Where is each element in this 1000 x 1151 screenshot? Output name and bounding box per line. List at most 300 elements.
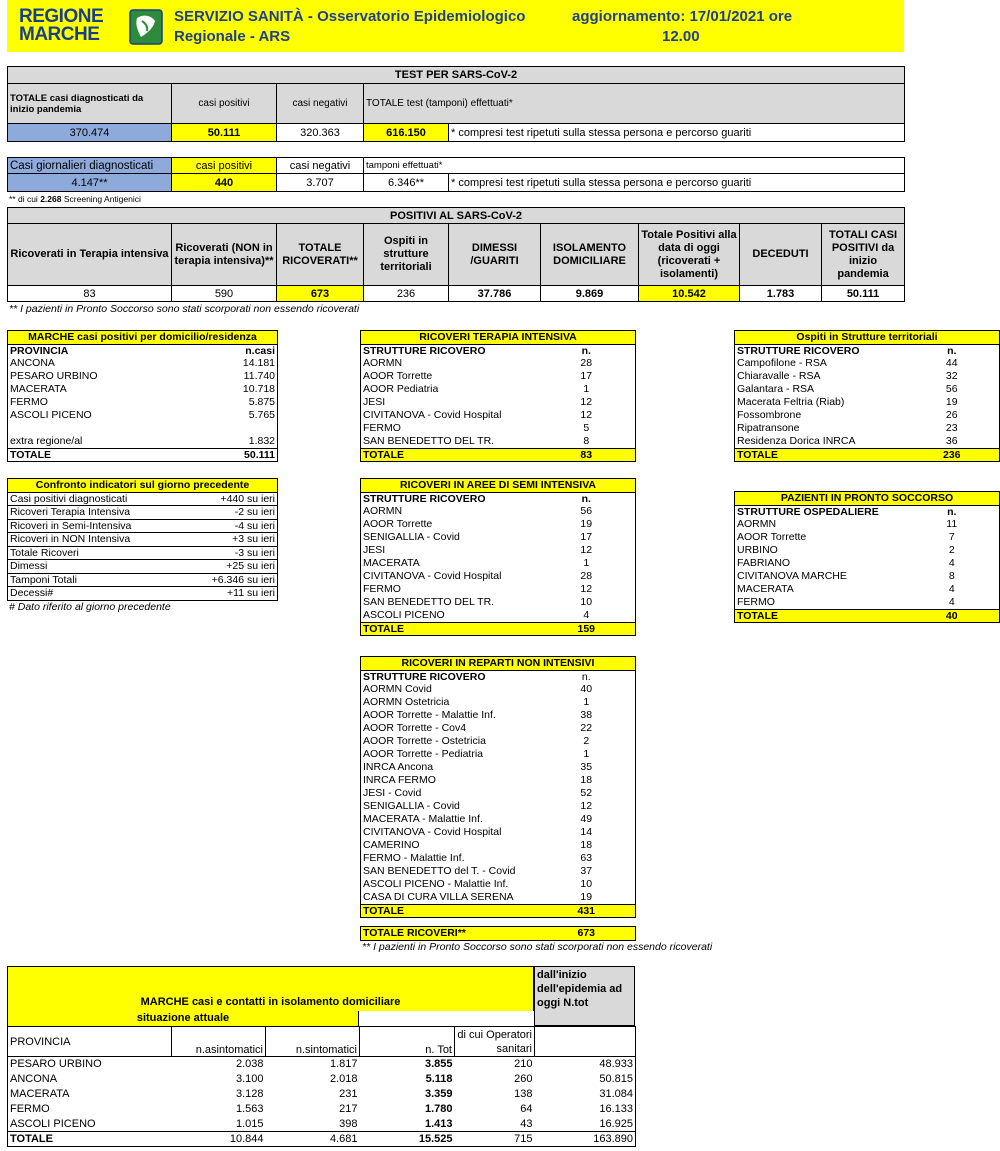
structure-count: 36 — [945, 435, 958, 447]
emergency-room-table — [734, 491, 1000, 623]
comparison-title: Confronto indicatori sul giorno precedente — [8, 479, 278, 493]
structure-count: 19 — [945, 396, 958, 409]
structure-count: 52 — [580, 787, 593, 800]
report-title-line2: Regionale - ARS — [174, 28, 291, 45]
table-row — [8, 1117, 636, 1132]
structure-count: 1 — [583, 748, 590, 761]
table-row — [361, 370, 636, 383]
province-name: PESARO URBINO — [10, 1058, 102, 1071]
positives-val-non-icu: 590 — [172, 286, 277, 302]
structure-count: 14 — [580, 826, 593, 839]
structure-count: 56 — [580, 505, 593, 518]
symptomatic-count: 2.018 — [329, 1073, 358, 1085]
structure-count: 8 — [948, 570, 955, 583]
province-cases: 10.718 — [242, 383, 276, 396]
report-header — [7, 0, 904, 52]
daily-col-positive: casi positivi — [172, 158, 277, 174]
table-row — [361, 891, 636, 904]
table-row — [361, 852, 636, 865]
table-row — [735, 570, 1000, 583]
total-hospitalized-table — [360, 926, 636, 941]
structure-name: FERMO — [363, 583, 401, 596]
structure-count: 10 — [580, 878, 593, 891]
update-line2: 12.00 — [662, 28, 700, 45]
table-row — [361, 865, 636, 878]
table-row — [361, 683, 636, 696]
positives-val-total-positives: 50.111 — [822, 286, 905, 302]
structure-name: Ripatransone — [737, 422, 800, 435]
nonintensive-title: RICOVERI IN REPARTI NON INTENSIVI — [361, 657, 636, 671]
structure-name: CAMERINO — [363, 839, 420, 852]
table-row — [8, 1087, 636, 1102]
isolation-col-tot: n. Tot — [360, 1027, 455, 1057]
update-line1: aggiornamento: 17/01/2021 ore — [572, 8, 793, 25]
table-row — [735, 357, 1000, 370]
table-row — [361, 383, 636, 396]
structure-count: 4 — [948, 596, 955, 608]
table-row — [361, 774, 636, 787]
positives-col-total-hosp: TOTALE RICOVERATI** — [277, 224, 364, 286]
structure-count: 4 — [583, 609, 590, 621]
isolation-title-line1: MARCHE casi e contatti in isolamento domiciliare — [140, 996, 401, 1008]
isolation-col-province: PROVINCIA — [8, 1027, 172, 1057]
table-row — [361, 422, 636, 435]
structure-name: AOOR Torrette — [363, 518, 433, 531]
er-col-n: n. — [947, 505, 957, 518]
positives-col-territorial: Ospiti in strutture territoriali — [364, 224, 449, 286]
table-row — [735, 518, 1000, 531]
table-row — [361, 696, 636, 709]
structure-name: JESI - Covid — [363, 787, 422, 800]
tests-col-total-cases: TOTALE casi diagnosticati da inizio pandemia — [8, 84, 172, 124]
table-row — [8, 383, 278, 396]
table-row — [8, 409, 278, 422]
residence-title: MARCHE casi positivi per domicilio/residenza — [8, 331, 278, 345]
daily-footnote-prefix: ** di cui — [9, 194, 38, 204]
residence-col-province: PROVINCIA — [10, 344, 69, 357]
isolation-total-sympt: 4.681 — [329, 1133, 358, 1145]
icu-table — [360, 330, 636, 462]
structure-name: Macerata Feltria (Riab) — [737, 396, 845, 409]
positives-col-current-positives: Totale Positivi alla data di oggi (ricoverati + isolamenti) — [639, 224, 740, 286]
semi-intensive-table — [360, 478, 636, 636]
table-row — [361, 396, 636, 409]
structure-name: SENIGALLIA - Covid — [363, 531, 460, 544]
positives-val-icu: 83 — [8, 286, 172, 302]
comparison-table — [7, 478, 278, 601]
residence-table — [7, 330, 278, 462]
table-row — [8, 519, 278, 533]
icu-col-structure: STRUTTURE RICOVERO — [363, 344, 486, 357]
structure-count: 19 — [580, 891, 593, 903]
asymptomatic-count: 3.128 — [235, 1088, 264, 1100]
table-row — [361, 800, 636, 813]
table-row — [361, 518, 636, 531]
structure-count: 1 — [583, 696, 590, 709]
territorial-total-value: 236 — [942, 448, 961, 461]
daily-val-daily: 4.147** — [8, 174, 172, 192]
update-timestamp — [572, 7, 832, 47]
table-row — [8, 587, 278, 601]
positives-col-non-icu: Ricoverati (NON in terapia intensiva)** — [172, 224, 277, 286]
structure-count: 17 — [580, 531, 593, 544]
table-row — [361, 557, 636, 570]
structure-name: CIVITANOVA MARCHE — [737, 570, 847, 583]
operators-count: 64 — [520, 1103, 533, 1115]
positives-col-deceased: DECEDUTI — [740, 224, 822, 286]
tests-val-total-tests: 616.150 — [364, 124, 449, 142]
structure-count: 37 — [580, 865, 593, 878]
daily-footnote-suffix: Screening Antigenici — [63, 194, 141, 204]
structure-count: 12 — [580, 409, 593, 422]
structure-name: INRCA Ancona — [363, 761, 434, 774]
cumulative-count: 16.133 — [599, 1103, 633, 1115]
structure-count: 28 — [580, 570, 593, 583]
symptomatic-count: 398 — [339, 1117, 358, 1130]
table-row — [361, 761, 636, 774]
structure-name: CIVITANOVA - Covid Hospital — [363, 826, 502, 839]
structure-count: 49 — [580, 813, 593, 826]
structure-name: AOOR Pediatria — [363, 383, 439, 396]
positives-table — [7, 207, 905, 302]
table-row — [361, 826, 636, 839]
structure-name: Fossombrone — [737, 409, 802, 422]
total-ricoveri-note: ** I pazienti in Pronto Soccorso sono stati scorporati non essendo ricoverati — [362, 941, 713, 953]
structure-count: 28 — [580, 357, 593, 370]
table-row — [8, 370, 278, 383]
structure-count: 56 — [945, 383, 958, 396]
tests-section-title: TEST PER SARS-CoV-2 — [8, 67, 905, 84]
icu-total-value: 83 — [580, 448, 593, 461]
indicator-name: Ricoveri Terapia Intensiva — [10, 506, 131, 518]
table-row — [361, 839, 636, 852]
structure-count: 4 — [948, 583, 955, 596]
structure-count: 8 — [583, 435, 590, 447]
er-total-label: TOTALE — [737, 609, 779, 622]
table-row — [361, 583, 636, 596]
table-row — [735, 583, 1000, 596]
table-row — [361, 505, 636, 518]
structure-count: 4 — [948, 557, 955, 570]
nonintensive-col-n: n. — [581, 670, 591, 683]
semi-title: RICOVERI IN AREE DI SEMI INTENSIVA — [361, 479, 636, 493]
isolation-total-oper: 715 — [514, 1133, 533, 1145]
indicator-name: Casi positivi diagnosticati — [10, 492, 128, 505]
logo-text: REGIONE MARCHE — [19, 6, 104, 45]
province-name: ANCONA — [10, 357, 55, 370]
structure-count: 17 — [580, 370, 593, 383]
indicator-delta: +11 su ieri — [227, 587, 276, 599]
structure-name: AOOR Torrette - Ostetricia — [363, 735, 486, 748]
structure-name: AOOR Torrette - Cov4 — [363, 722, 467, 735]
structure-count: 11 — [946, 518, 958, 531]
isolation-col-sympt: n.sintomatici — [266, 1027, 360, 1057]
cumulative-count: 31.084 — [599, 1088, 633, 1100]
positives-val-total-hosp: 673 — [277, 286, 364, 302]
structure-name: Residenza Dorica INRCA — [737, 435, 856, 447]
positives-val-deceased: 1.783 — [740, 286, 822, 302]
structure-name: FERMO - Malattie Inf. — [363, 852, 465, 865]
isolation-total-total: 163.890 — [593, 1133, 633, 1145]
structure-count: 12 — [580, 544, 593, 557]
positives-val-current-positives: 10.542 — [639, 286, 740, 302]
daily-val-negative: 3.707 — [277, 174, 364, 192]
tests-col-negative: casi negativi — [277, 84, 364, 124]
structure-count: 12 — [580, 800, 593, 813]
structure-name: AORMN — [737, 518, 777, 531]
structure-name: AORMN — [363, 505, 403, 518]
nonintensive-col-structure: STRUTTURE RICOVERO — [363, 670, 486, 683]
residence-total-label: TOTALE — [10, 448, 52, 461]
territorial-col-n: n. — [947, 344, 957, 357]
province-name: PESARO URBINO — [10, 370, 98, 383]
indicator-delta: +3 su ieri — [232, 533, 276, 545]
table-row — [361, 748, 636, 761]
isolation-title-line2: situazione attuale — [7, 1011, 359, 1026]
structure-name: CIVITANOVA - Covid Hospital — [363, 409, 502, 422]
operators-count: 210 — [514, 1058, 533, 1071]
positives-col-discharged: DIMESSI /GUARITI — [449, 224, 541, 286]
daily-col-daily: Casi giornalieri diagnosticati — [8, 158, 172, 174]
province-name: FERMO — [10, 396, 48, 409]
province-name: MACERATA — [10, 1088, 70, 1100]
total-count: 3.359 — [424, 1088, 453, 1100]
daily-table — [7, 157, 905, 192]
table-row — [735, 396, 1000, 409]
isolation-total-row — [8, 1132, 636, 1147]
table-row — [8, 560, 278, 574]
tests-val-positive: 50.111 — [172, 124, 277, 142]
comparison-note: # Dato riferito al giorno precedente — [9, 601, 171, 613]
territorial-title: Ospiti in Strutture territoriali — [735, 331, 1000, 345]
icu-title: RICOVERI TERAPIA INTENSIVA — [361, 331, 636, 345]
table-row — [361, 596, 636, 609]
table-row — [361, 735, 636, 748]
semi-col-n: n. — [581, 492, 591, 505]
structure-count: 22 — [580, 722, 593, 735]
table-row — [361, 544, 636, 557]
positives-val-discharged: 37.786 — [449, 286, 541, 302]
positives-section-title: POSITIVI AL SARS-CoV-2 — [8, 208, 905, 224]
isolation-col-asympt: n.asintomatici — [172, 1027, 266, 1057]
structure-count: 44 — [945, 357, 958, 370]
territorial-table — [734, 330, 1000, 462]
structure-count: 63 — [580, 852, 593, 865]
table-row — [735, 383, 1000, 396]
asymptomatic-count: 2.038 — [235, 1058, 264, 1071]
province-name: ASCOLI PICENO — [10, 1117, 96, 1130]
province-cases: 11.740 — [243, 370, 276, 383]
operators-count: 260 — [514, 1073, 533, 1085]
table-row — [361, 435, 636, 448]
province-cases: 1.832 — [248, 435, 276, 447]
table-row — [361, 722, 636, 735]
structure-name: MACERATA — [363, 557, 420, 570]
structure-count: 1 — [583, 557, 590, 570]
province-name: ANCONA — [10, 1073, 58, 1085]
structure-name: CASA DI CURA VILLA SERENA — [363, 891, 514, 903]
report-title-line1: SERVIZIO SANITÀ - Osservatorio Epidemiologico — [174, 8, 526, 25]
structure-name: URBINO — [737, 544, 778, 557]
structure-count: 19 — [580, 518, 593, 531]
structure-name: FERMO — [363, 422, 401, 435]
structure-count: 26 — [945, 409, 958, 422]
table-row — [361, 813, 636, 826]
isolation-col-empty — [535, 1027, 636, 1057]
structure-name: FABRIANO — [737, 557, 791, 570]
table-row — [8, 533, 278, 547]
structure-name: INRCA FERMO — [363, 774, 436, 787]
structure-name: SAN BENEDETTO DEL TR. — [363, 596, 495, 609]
table-row — [8, 573, 278, 587]
isolation-side-header: dall'inizio dell'epidemia ad oggi N.tot — [534, 966, 635, 1026]
structure-name: AOOR Torrette - Pediatria — [363, 748, 484, 761]
table-row — [735, 596, 1000, 609]
structure-name: Galantara - RSA — [737, 383, 815, 396]
isolation-title-box — [7, 966, 534, 1011]
structure-name: AOOR Torrette - Malattie Inf. — [363, 709, 496, 722]
nonintensive-total-label: TOTALE — [363, 904, 405, 917]
province-cases: 14.181 — [242, 357, 276, 370]
structure-name: SENIGALLIA - Covid — [363, 800, 460, 813]
daily-note: * compresi test ripetuti sulla stessa persona e percorso guariti — [449, 174, 905, 192]
indicator-name: Dimessi — [10, 560, 48, 572]
structure-name: FERMO — [737, 596, 775, 608]
structure-count: 35 — [580, 761, 593, 774]
table-row — [361, 570, 636, 583]
isolation-table — [7, 1026, 636, 1147]
symptomatic-count: 1.817 — [329, 1058, 358, 1071]
isolation-total-asympt: 10.844 — [229, 1133, 264, 1145]
table-row — [735, 370, 1000, 383]
structure-count: 5 — [583, 422, 590, 435]
structure-name: SAN BENEDETTO DEL TR. — [363, 435, 495, 447]
residence-col-cases: n.casi — [245, 344, 276, 357]
total-ricoveri-label: TOTALE RICOVERI** — [363, 927, 466, 939]
report-title — [174, 7, 525, 47]
daily-val-positive: 440 — [172, 174, 277, 192]
tests-val-total-cases: 370.474 — [8, 124, 172, 142]
table-row — [8, 1102, 636, 1117]
structure-count: 12 — [580, 396, 593, 409]
isolation-total-tot: 15.525 — [418, 1133, 453, 1145]
symptomatic-count: 217 — [339, 1103, 358, 1115]
positives-val-territorial: 236 — [364, 286, 449, 302]
indicator-name: Tamponi Totali — [10, 573, 77, 586]
asymptomatic-count: 3.100 — [235, 1073, 264, 1085]
table-row — [361, 709, 636, 722]
structure-name: AORMN Ostetricia — [363, 696, 450, 709]
structure-name: SAN BENEDETTO del T. - Covid — [363, 865, 516, 878]
positives-col-total-positives: TOTALI CASI POSITIVI da inizio pandemia — [822, 224, 905, 286]
province-name: MACERATA — [10, 383, 67, 396]
table-row — [735, 544, 1000, 557]
cumulative-count: 16.925 — [599, 1117, 633, 1130]
province-cases: 5.875 — [248, 396, 276, 409]
indicator-name: Ricoveri in NON Intensiva — [10, 533, 131, 545]
regione-marche-emblem-icon — [129, 9, 163, 45]
tests-col-positive: casi positivi — [172, 84, 277, 124]
symptomatic-count: 231 — [339, 1088, 358, 1100]
daily-footnote — [9, 194, 141, 204]
icu-col-n: n. — [581, 344, 591, 357]
table-row — [361, 609, 636, 622]
structure-count: 2 — [583, 735, 590, 748]
structure-name: ASCOLI PICENO — [363, 609, 445, 621]
structure-name: AORMN — [363, 357, 403, 370]
province-name: ASCOLI PICENO — [10, 409, 92, 422]
indicator-delta: +6.346 su ieri — [211, 573, 276, 586]
province-name: extra regione/al — [10, 435, 83, 447]
total-count: 5.118 — [425, 1073, 453, 1085]
structure-name: AOOR Torrette — [363, 370, 433, 383]
er-col-structure: STRUTTURE OSPEDALIERE — [737, 505, 879, 518]
indicator-name: Totale Ricoveri — [10, 546, 79, 559]
structure-count: 32 — [945, 370, 958, 383]
nonintensive-total-value: 431 — [577, 904, 596, 917]
daily-val-swabs: 6.346** — [364, 174, 449, 192]
isolation-header-row — [8, 1027, 636, 1057]
table-row — [361, 531, 636, 544]
total-count: 1.413 — [424, 1117, 453, 1130]
structure-name: JESI — [363, 544, 386, 557]
er-total-value: 40 — [945, 609, 958, 622]
non-intensive-table — [360, 656, 636, 918]
territorial-total-label: TOTALE — [737, 448, 779, 461]
cumulative-count: 48.933 — [599, 1058, 633, 1071]
indicator-name: Ricoveri in Semi-Intensiva — [10, 519, 132, 532]
semi-total-label: TOTALE — [363, 622, 405, 635]
table-row — [361, 409, 636, 422]
province-name: FERMO — [10, 1103, 50, 1115]
structure-count: 18 — [580, 839, 593, 852]
table-row — [8, 1057, 636, 1072]
tests-col-total-tests: TOTALE test (tamponi) effettuati* — [364, 84, 905, 124]
structure-count: 12 — [580, 583, 593, 596]
structure-name: CIVITANOVA - Covid Hospital — [363, 570, 502, 583]
semi-col-structure: STRUTTURE RICOVERO — [363, 492, 486, 505]
structure-count: 7 — [948, 531, 955, 544]
tests-table — [7, 66, 905, 142]
positives-note: ** I pazienti in Pronto Soccorso sono stati scorporati non essendo ricoverati — [9, 303, 360, 315]
isolation-col-operators: di cui Operatori sanitari — [455, 1027, 535, 1057]
table-row — [361, 787, 636, 800]
indicator-delta: -4 su ieri — [234, 519, 276, 532]
structure-name: MACERATA — [737, 583, 794, 596]
territorial-col-structure: STRUTTURE RICOVERO — [737, 344, 860, 357]
table-row — [8, 1072, 636, 1087]
residence-total-value: 50.111 — [244, 448, 276, 461]
table-row — [8, 422, 278, 435]
structure-count: 2 — [948, 544, 955, 557]
structure-name: JESI — [363, 396, 386, 409]
table-row — [735, 531, 1000, 544]
table-row — [735, 435, 1000, 448]
structure-count: 1 — [583, 383, 590, 396]
indicator-delta: -2 su ieri — [234, 506, 276, 518]
indicator-delta: +25 su ieri — [226, 560, 276, 572]
positives-col-icu: Ricoverati in Terapia intensiva — [8, 224, 172, 286]
icu-total-label: TOTALE — [363, 448, 405, 461]
structure-count: 23 — [945, 422, 958, 435]
structure-name: Chiaravalle - RSA — [737, 370, 821, 383]
table-row — [735, 422, 1000, 435]
table-row — [8, 396, 278, 409]
positives-col-home-isolation: ISOLAMENTO DOMICILIARE — [541, 224, 639, 286]
tests-val-negative: 320.363 — [277, 124, 364, 142]
province-name — [8, 422, 173, 435]
table-row — [735, 409, 1000, 422]
